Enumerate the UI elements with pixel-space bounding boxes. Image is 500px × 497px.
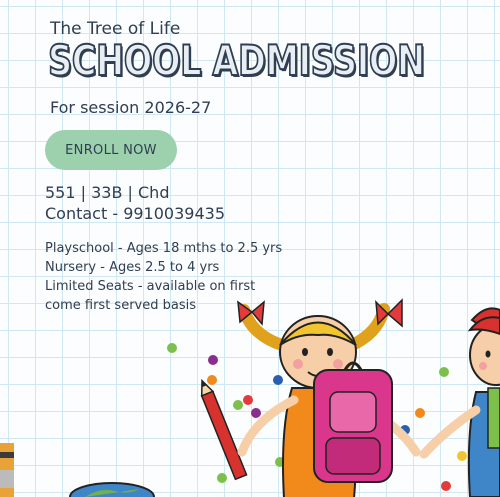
pencil-icon bbox=[196, 378, 246, 479]
info-line: come first served basis bbox=[45, 298, 196, 313]
session-text: For session 2026-27 bbox=[50, 98, 212, 117]
boy-illustration bbox=[424, 308, 500, 497]
globe-icon bbox=[70, 483, 154, 497]
girl-illustration bbox=[238, 300, 416, 497]
address-line: 551 | 33B | Chd bbox=[45, 183, 170, 202]
info-line: Limited Seats - available on first bbox=[45, 279, 256, 294]
info-line: Playschool - Ages 18 mths to 2.5 yrs bbox=[45, 241, 283, 256]
headline: SCHOOL ADMISSION bbox=[48, 36, 425, 85]
enroll-now-button[interactable]: ENROLL NOW bbox=[45, 130, 177, 170]
crayon-icon bbox=[0, 443, 14, 497]
school-name: The Tree of Life bbox=[50, 19, 181, 39]
info-line: Nursery - Ages 2.5 to 4 yrs bbox=[45, 260, 220, 275]
contact-line: Contact - 9910039435 bbox=[45, 204, 225, 223]
